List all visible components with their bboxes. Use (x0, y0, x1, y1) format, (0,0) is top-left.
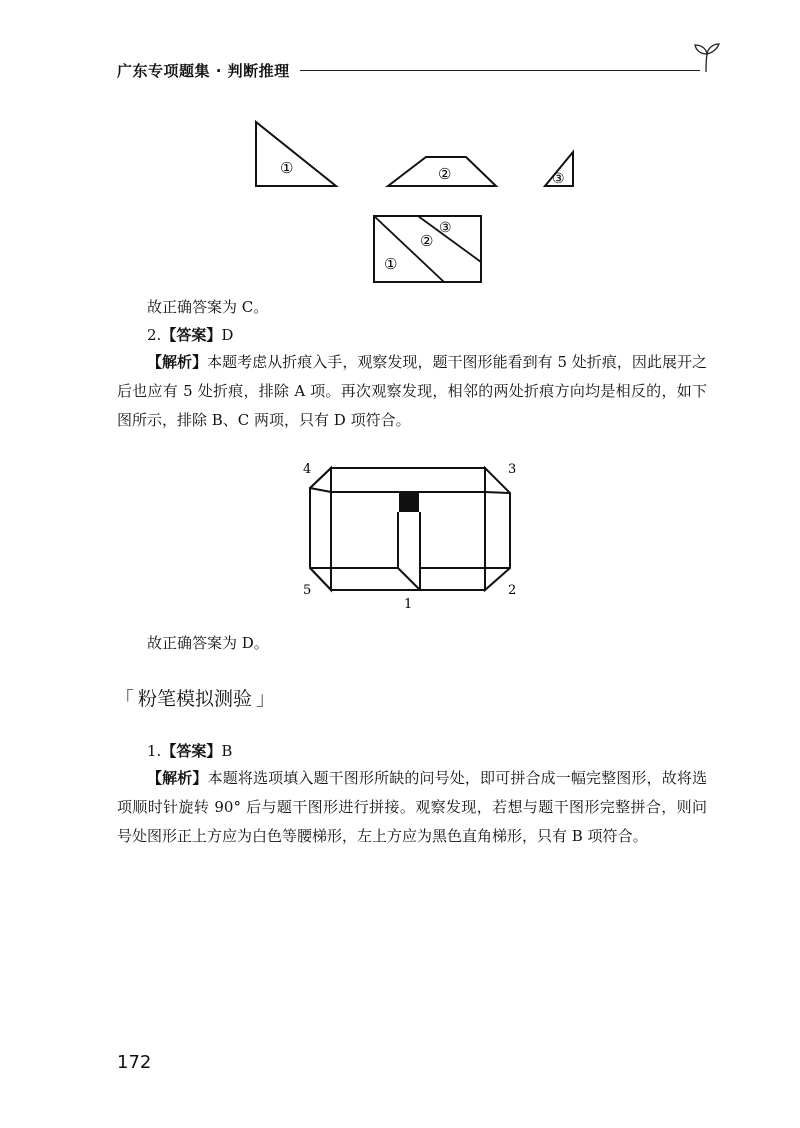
piece-2 (388, 157, 496, 186)
piece-3 (545, 152, 573, 187)
section-close-bracket: 」 (256, 688, 276, 710)
fold-label-5: 5 (303, 583, 312, 598)
piece-1 (256, 122, 336, 186)
black-square (399, 492, 419, 512)
page-number: 172 (117, 1052, 152, 1073)
s1-number: 1. (147, 742, 162, 760)
q2-analysis (117, 348, 707, 435)
s1-answer: B (221, 742, 233, 760)
fold-label-3: 3 (508, 462, 517, 477)
assembled-rectangle (374, 216, 481, 282)
piece-3-label: ③ (552, 171, 565, 187)
figure-folds (296, 456, 526, 616)
section-title (115, 684, 275, 711)
s1-analysis-text: 本题将选项填入题干图形所缺的问号处，即可拼合成一幅完整图形，故将选项顺时针旋转 90° 后与题干图形进行拼接。观察发现，若想与题干图形完整拼合，则问号处图形正上方应为白色等腰梯形，左上方应为黑色直角梯形，只有 B 项符合。 (117, 769, 707, 845)
q2-analysis-text: 本题考虑从折痕入手，观察发现，题干图形能看到有 5 处折痕，因此展开之后也应有 5 处折痕，排除 A 项。再次观察发现，相邻的两处折痕方向均是相反的，如下图所示，排除 B、C 两项，只有 D 项符合。 (117, 353, 707, 429)
header-rule (300, 70, 700, 71)
q2-answer-tag: 【答案】 (161, 326, 222, 344)
fold-label-4: 4 (303, 462, 312, 477)
q2-answer: D (221, 326, 234, 344)
assembled-label-1: ① (384, 255, 398, 273)
q2-answer-line (147, 320, 233, 350)
assembled-label-2: ② (420, 232, 434, 250)
section-open-bracket: 「 (115, 688, 135, 710)
q2-number: 2. (147, 326, 162, 344)
figure-pieces (240, 110, 590, 290)
running-header: 广东专项题集 · 判断推理 (117, 62, 290, 80)
piece-1-label: ① (280, 159, 294, 177)
fold-label-1: 1 (404, 597, 413, 612)
s1-answer-tag: 【答案】 (161, 742, 222, 760)
q2-analysis-tag: 【解析】 (147, 353, 208, 371)
sprout-icon (692, 40, 722, 74)
s1-analysis (117, 764, 707, 851)
q2-conclusion: 故正确答案为 D。 (147, 634, 269, 652)
fold-label-2: 2 (508, 583, 517, 598)
s1-analysis-tag: 【解析】 (147, 769, 208, 787)
section-title-text: 粉笔模拟测验 (138, 688, 253, 710)
piece-2-label: ② (438, 165, 452, 183)
s1-answer-line (147, 736, 232, 766)
q1-conclusion: 故正确答案为 C。 (147, 298, 269, 316)
assembled-label-3: ③ (439, 220, 452, 236)
